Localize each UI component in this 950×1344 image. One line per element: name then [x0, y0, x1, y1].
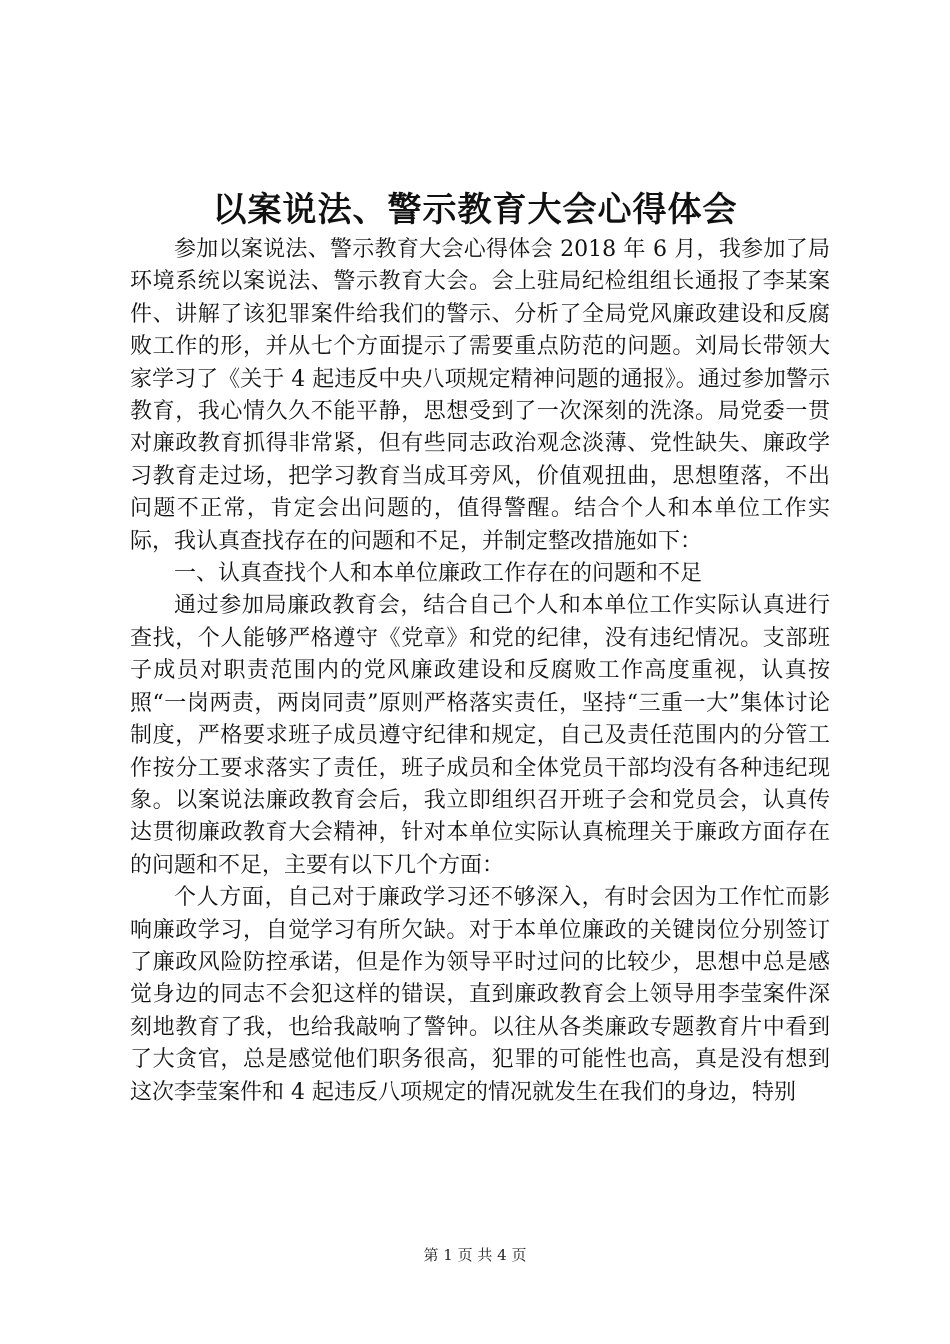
page-number: 第 1 页 共 4 页: [423, 1246, 527, 1264]
section-heading-1: 一、认真查找个人和本单位廉政工作存在的问题和不足: [174, 561, 703, 587]
paragraph-intro: 参加以案说法、警示教育大会心得体会 2018 年 6 月，我参加了局环境系统以案说法、警示教育大会。会上驻局纪检组组长通报了李某案件、讲解了该犯罪案件给我们的警示、分析了全局党风廉政建设和反腐败工作的形，并从七个方面提示了需要重点防范的问题。刘局长带领大家学习了《关于 4 起违反中央八项规定精神问题的通报》。通过参加警示教育，我心情久久不能平静，思想受到了一次深刻的洗涤。局党委一贯对廉政教育抓得非常紧，但有些同志政治观念淡薄、党性缺失、廉政学习教育走过场，把学习教育当成耳旁风，价值观扭曲，思想堕落，不出问题不正常，肯定会出问题的，值得警醒。结合个人和本单位工作实际，我认真查找存在的问题和不足，并制定整改措施如下：: [130, 237, 830, 554]
document-title: 以案说法、警示教育大会心得体会: [212, 190, 738, 230]
document-body: [130, 234, 830, 1109]
paragraph-self-check: 通过参加局廉政教育会，结合自己个人和本单位工作实际认真进行查找，个人能够严格遵守《党章》和党的纪律，没有违纪情况。支部班子成员对职责范围内的党风廉政建设和反腐败工作高度重视，认真按照“一岗两责，两岗同责”原则严格落实责任，坚持“三重一大”集体讨论制度，严格要求班子成员遵守纪律和规定，自己及责任范围内的分管工作按分工要求落实了责任，班子成员和全体党员干部均没有各种违纪现象。以案说法廉政教育会后，我立即组织召开班子会和党员会，认真传达贯彻廉政教育大会精神，针对本单位实际认真梳理关于廉政方面存在的问题和不足，主要有以下几个方面：: [130, 593, 830, 878]
paragraph-personal: 个人方面，自己对于廉政学习还不够深入，有时会因为工作忙而影响廉政学习，自觉学习有所欠缺。对于本单位廉政的关键岗位分别签订了廉政风险防控承诺，但是作为领导平时过问的比较少，思想中总是感觉身边的同志不会犯这样的错误，直到廉政教育会上领导用李莹案件深刻地教育了我，也给我敲响了警钟。以往从各类廉政专题教育片中看到了大贪官，总是感觉他们职务很高，犯罪的可能性也高，真是没有想到这次李莹案件和 4 起违反八项规定的情况就发生在我们的身边，特别: [130, 885, 830, 1105]
